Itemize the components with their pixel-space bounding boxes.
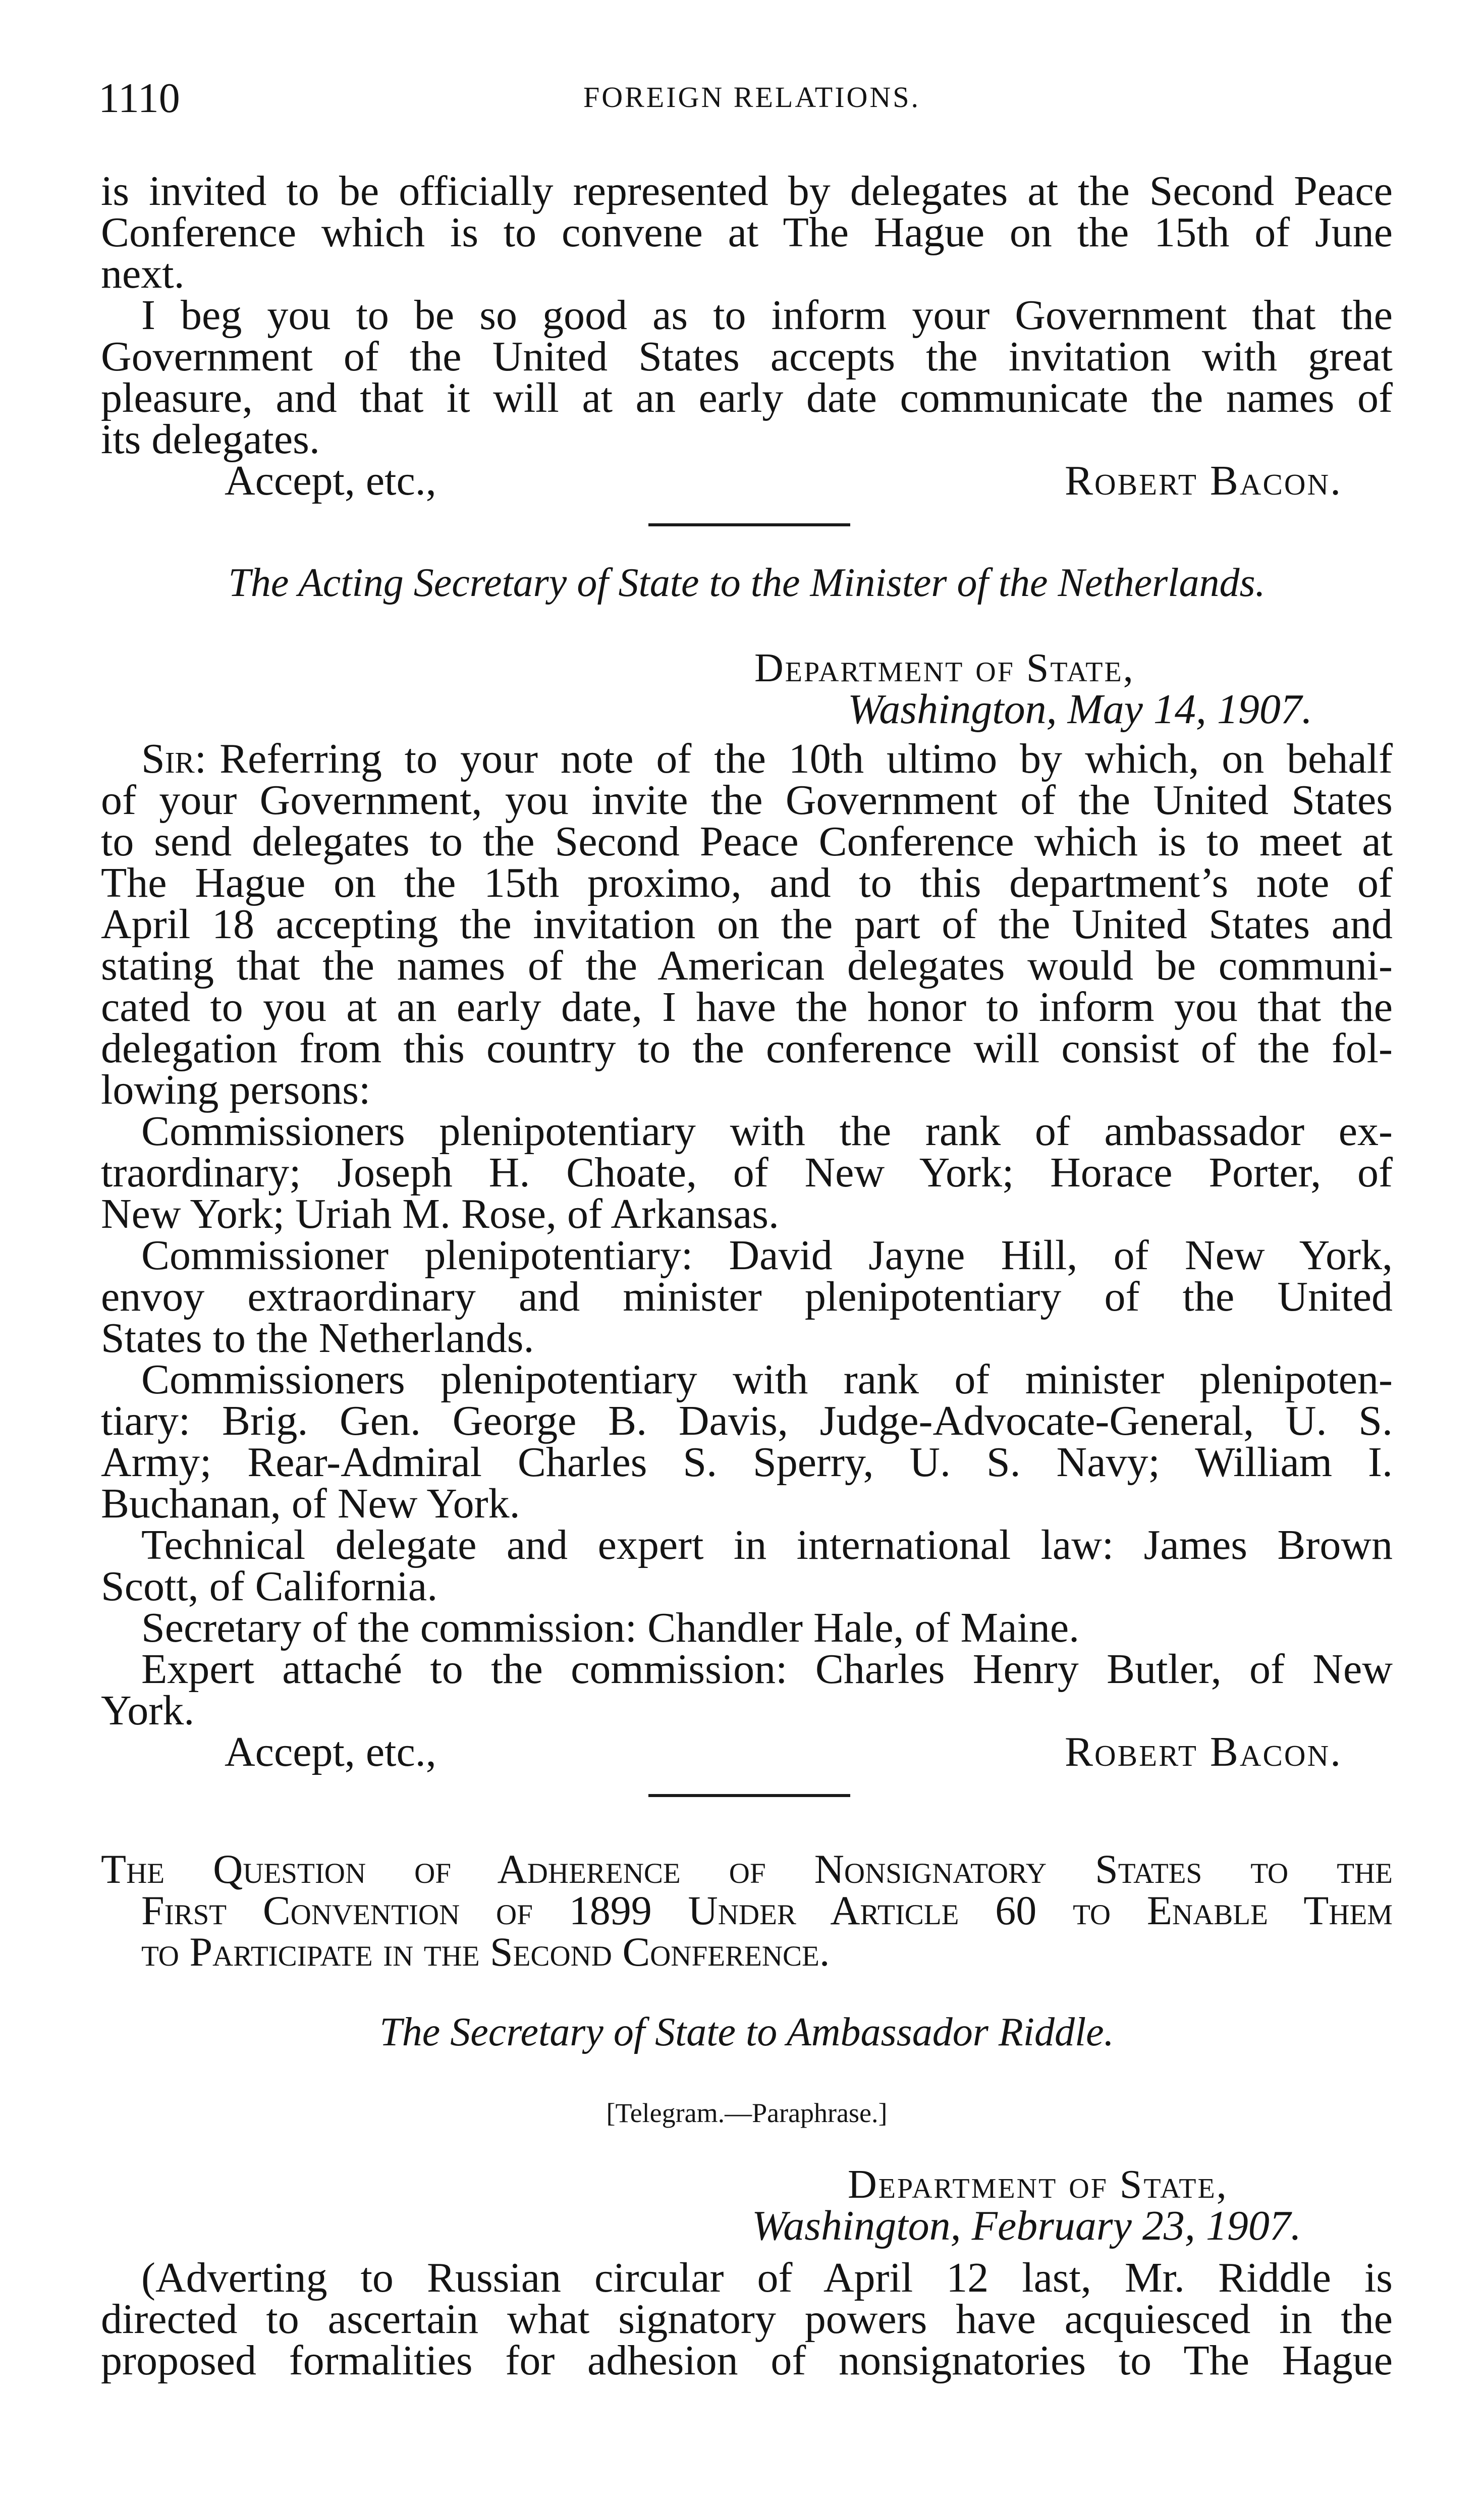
text-line: I beg you to be so good as to inform your Government that the	[141, 292, 1393, 339]
text-line: traordinary; Joseph H. Choate, of New York; Horace Porter, of	[101, 1149, 1393, 1196]
separator-rule	[648, 1794, 850, 1797]
title-line: First Convention of 1899 Under Article 60 to Enable Them	[141, 1887, 1393, 1933]
text-line: The Hague on the 15th proximo, and to this department’s note of	[101, 859, 1393, 906]
title-line: The Question of Adherence of Nonsignatory States to the	[101, 1846, 1393, 1892]
text-line: proposed formalities for adhesion of nonsignatories to The Hague	[101, 2337, 1393, 2384]
text-line: Commissioner plenipotentiary: David Jayne Hill, of New York,	[141, 1232, 1393, 1279]
signature: Robert Bacon.	[1065, 457, 1343, 504]
text-line: stating that the names of the American delegates would be communi-	[101, 942, 1393, 989]
text-line: is invited to be officially represented by delegates at the Second Peace	[101, 168, 1393, 214]
text-line: Commissioners plenipotentiary with rank of minister plenipoten-	[141, 1356, 1393, 1403]
text-line: envoy extraordinary and minister plenipotentiary of the United	[101, 1273, 1393, 1320]
text-line: Government of the United States accepts the invitation with great	[101, 333, 1393, 380]
text-line: Expert attaché to the commission: Charles Henry Butler, of New	[141, 1646, 1393, 1693]
title-line: to Participate in the Second Conference.	[141, 1929, 830, 1975]
text-line: delegation from this country to the conference will consist of the fol-	[101, 1025, 1393, 1072]
letter-heading: The Secretary of State to Ambassador Riddle.	[379, 2010, 1114, 2054]
text-line: Technical delegate and expert in international law: James Brown	[141, 1522, 1393, 1568]
signature: Robert Bacon.	[1065, 1728, 1343, 1775]
running-title: FOREIGN RELATIONS.	[583, 81, 921, 114]
text-line-rest: Referring to your note of the 10th ultimo by which, on behalf	[219, 735, 1393, 782]
closing-accept: Accept, etc.,	[225, 1728, 436, 1775]
place-date: Washington, May 14, 1907.	[848, 686, 1312, 733]
text-line: Commissioners plenipotentiary with the rank of ambassador ex-	[141, 1108, 1393, 1155]
text-line: directed to ascertain what signatory powers have acquiesced in the	[101, 2296, 1393, 2343]
text-line: to send delegates to the Second Peace Conference which is to meet at	[101, 818, 1393, 865]
text-line: April 18 accepting the invitation on the part of the United States and	[101, 901, 1393, 948]
department-line: Department of State,	[848, 2162, 1228, 2207]
salutation: Sir:	[141, 735, 207, 782]
text-line: of your Government, you invite the Government of the United States	[101, 777, 1393, 824]
text-line: States to the Netherlands.	[101, 1315, 534, 1362]
department-line: Department of State,	[754, 646, 1135, 690]
text-line: cated to you at an early date, I have the honor to inform you that the	[101, 984, 1393, 1030]
text-line: next.	[101, 250, 185, 297]
separator-rule	[648, 523, 850, 526]
text-line: Secretary of the commission: Chandler Hale, of Maine.	[141, 1604, 1080, 1651]
closing-accept: Accept, etc.,	[225, 457, 436, 504]
text-line: (Adverting to Russian circular of April 12 last, Mr. Riddle is	[141, 2254, 1393, 2301]
text-line: York.	[101, 1687, 195, 1734]
text-line	[141, 737, 1393, 781]
telegram-note: [Telegram.—Paraphrase.]	[606, 2098, 888, 2128]
text-line: Buchanan, of New York.	[101, 1480, 520, 1527]
text-line: pleasure, and that it will at an early date communicate the names of	[101, 374, 1393, 421]
text-line: New York; Uriah M. Rose, of Arkansas.	[101, 1190, 779, 1237]
text-line: lowing persons:	[101, 1066, 371, 1113]
text-line: Scott, of California.	[101, 1563, 438, 1610]
text-line: its delegates.	[101, 416, 320, 463]
text-line: Army; Rear-Admiral Charles S. Sperry, U. S. Navy; William I.	[101, 1439, 1393, 1486]
place-date: Washington, February 23, 1907.	[752, 2202, 1301, 2249]
letter-heading: The Acting Secretary of State to the Minister of the Netherlands.	[228, 561, 1266, 605]
page-number: 1110	[98, 75, 180, 122]
text-line: tiary: Brig. Gen. George B. Davis, Judge-Advocate-General, U. S.	[101, 1397, 1393, 1444]
text-line: Conference which is to convene at The Hague on the 15th of June	[101, 209, 1393, 256]
